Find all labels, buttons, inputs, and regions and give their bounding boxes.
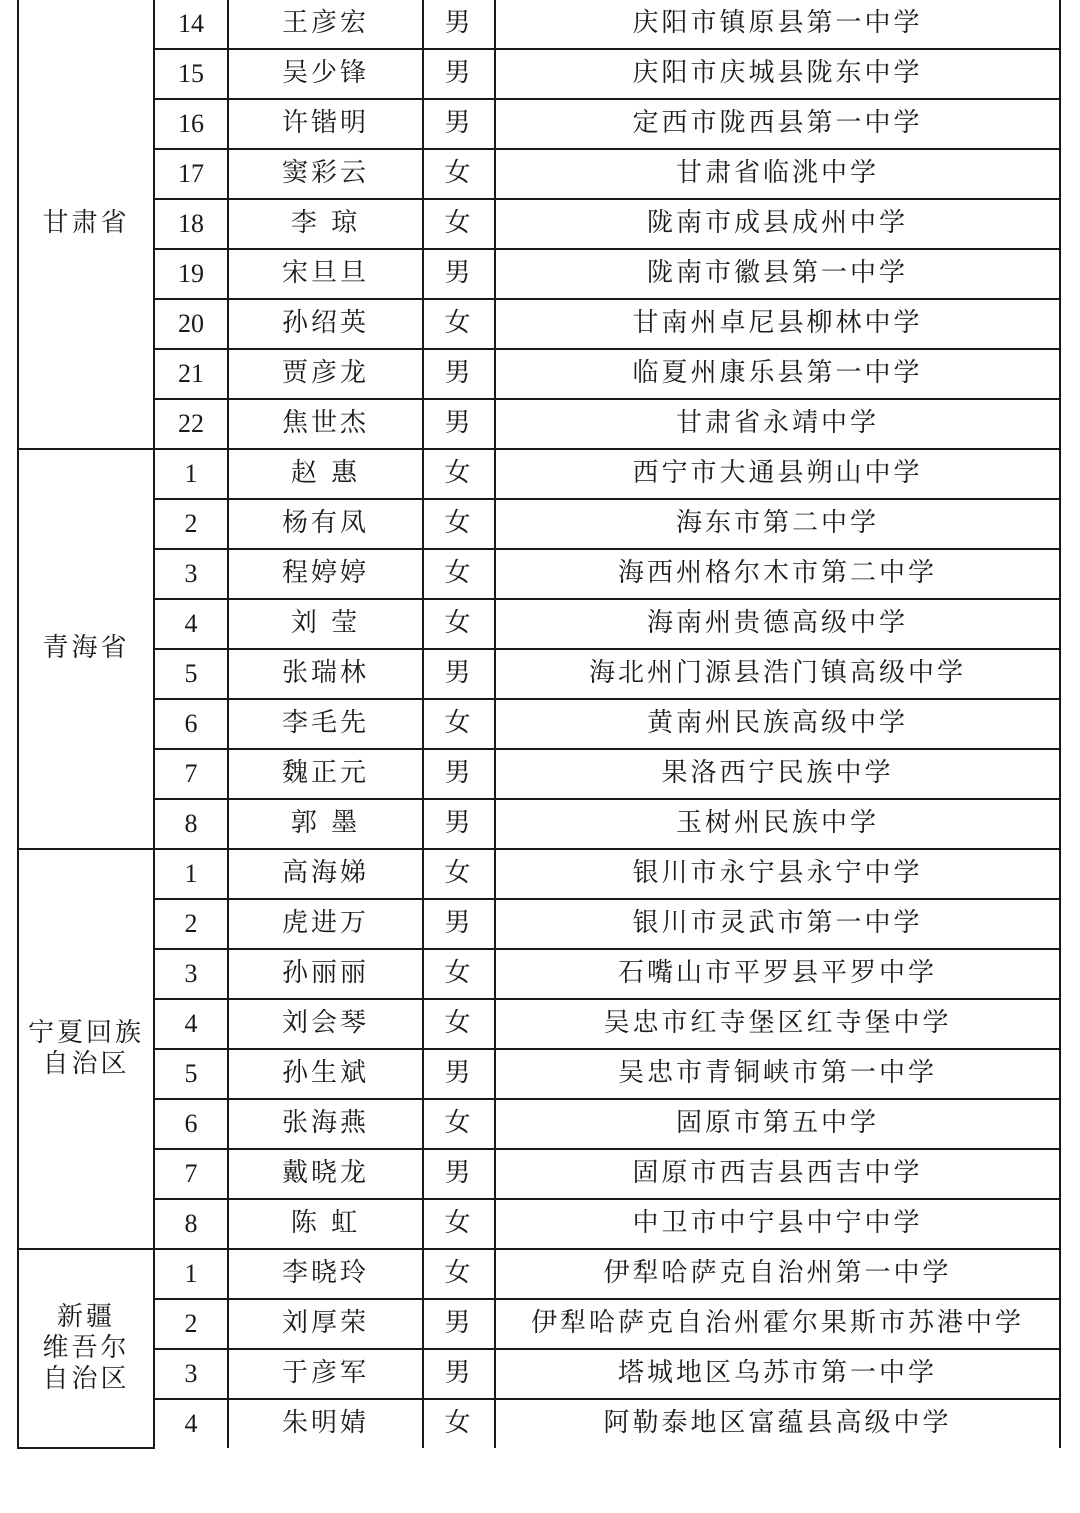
table-row <box>18 649 1060 699</box>
number-cell: 6 <box>154 1099 228 1149</box>
number-cell: 4 <box>154 1399 228 1448</box>
table-row <box>18 799 1060 849</box>
number-cell: 8 <box>154 799 228 849</box>
table-row <box>18 99 1060 149</box>
school-cell: 伊犁哈萨克自治州第一中学 <box>495 1249 1060 1299</box>
province-cell: 青海省 <box>18 449 154 849</box>
table-row <box>18 849 1060 899</box>
school-cell: 塔城地区乌苏市第一中学 <box>495 1349 1060 1399</box>
name-cell: 高海娣 <box>228 849 423 899</box>
sex-cell: 女 <box>423 599 495 649</box>
table-row <box>18 549 1060 599</box>
table-row <box>18 899 1060 949</box>
sex-cell: 男 <box>423 1049 495 1099</box>
school-cell: 石嘴山市平罗县平罗中学 <box>495 949 1060 999</box>
number-cell: 4 <box>154 999 228 1049</box>
number-cell: 21 <box>154 349 228 399</box>
number-cell: 5 <box>154 649 228 699</box>
table-row <box>18 1099 1060 1149</box>
sex-cell: 男 <box>423 349 495 399</box>
number-cell: 18 <box>154 199 228 249</box>
table-row <box>18 699 1060 749</box>
table-row <box>18 999 1060 1049</box>
table-row <box>18 1399 1060 1448</box>
school-cell: 庆阳市镇原县第一中学 <box>495 0 1060 49</box>
school-cell: 海南州贵德高级中学 <box>495 599 1060 649</box>
school-cell: 陇南市成县成州中学 <box>495 199 1060 249</box>
sex-cell: 男 <box>423 1349 495 1399</box>
name-cell: 贾彦龙 <box>228 349 423 399</box>
number-cell: 16 <box>154 99 228 149</box>
name-cell: 虎进万 <box>228 899 423 949</box>
table-row <box>18 249 1060 299</box>
sex-cell: 男 <box>423 0 495 49</box>
school-cell: 吴忠市青铜峡市第一中学 <box>495 1049 1060 1099</box>
sex-cell: 女 <box>423 1249 495 1299</box>
name-cell: 魏正元 <box>228 749 423 799</box>
sex-cell: 男 <box>423 1299 495 1349</box>
name-cell: 窦彩云 <box>228 149 423 199</box>
sex-cell: 男 <box>423 99 495 149</box>
table-row <box>18 1349 1060 1399</box>
sex-cell: 男 <box>423 249 495 299</box>
number-cell: 4 <box>154 599 228 649</box>
name-cell: 焦世杰 <box>228 399 423 449</box>
name-cell: 戴晓龙 <box>228 1149 423 1199</box>
sex-cell: 女 <box>423 999 495 1049</box>
name-cell: 吴少锋 <box>228 49 423 99</box>
name-cell: 许锴明 <box>228 99 423 149</box>
school-cell: 固原市西吉县西吉中学 <box>495 1149 1060 1199</box>
table-row <box>18 1049 1060 1099</box>
sex-cell: 女 <box>423 699 495 749</box>
name-cell: 王彦宏 <box>228 0 423 49</box>
sex-cell: 女 <box>423 499 495 549</box>
school-cell: 中卫市中宁县中宁中学 <box>495 1199 1060 1249</box>
table-row <box>18 299 1060 349</box>
table-row <box>18 599 1060 649</box>
school-cell: 海北州门源县浩门镇高级中学 <box>495 649 1060 699</box>
number-cell: 15 <box>154 49 228 99</box>
name-cell: 赵 惠 <box>228 449 423 499</box>
number-cell: 22 <box>154 399 228 449</box>
sex-cell: 男 <box>423 799 495 849</box>
name-cell: 孙生斌 <box>228 1049 423 1099</box>
number-cell: 3 <box>154 1349 228 1399</box>
number-cell: 17 <box>154 149 228 199</box>
number-cell: 2 <box>154 499 228 549</box>
name-cell: 李晓玲 <box>228 1249 423 1299</box>
name-cell: 郭 墨 <box>228 799 423 849</box>
table-row <box>18 449 1060 499</box>
school-cell: 临夏州康乐县第一中学 <box>495 349 1060 399</box>
name-cell: 程婷婷 <box>228 549 423 599</box>
number-cell: 5 <box>154 1049 228 1099</box>
table-row <box>18 499 1060 549</box>
number-cell: 20 <box>154 299 228 349</box>
number-cell: 19 <box>154 249 228 299</box>
number-cell: 7 <box>154 749 228 799</box>
number-cell: 7 <box>154 1149 228 1199</box>
school-cell: 银川市灵武市第一中学 <box>495 899 1060 949</box>
table-row <box>18 1199 1060 1249</box>
name-cell: 陈 虹 <box>228 1199 423 1249</box>
number-cell: 14 <box>154 0 228 49</box>
sex-cell: 男 <box>423 749 495 799</box>
sex-cell: 女 <box>423 149 495 199</box>
name-cell: 刘会琴 <box>228 999 423 1049</box>
table-row <box>18 949 1060 999</box>
name-cell: 宋旦旦 <box>228 249 423 299</box>
table-row <box>18 1149 1060 1199</box>
school-cell: 定西市陇西县第一中学 <box>495 99 1060 149</box>
sex-cell: 女 <box>423 449 495 499</box>
number-cell: 1 <box>154 1249 228 1299</box>
name-cell: 于彦军 <box>228 1349 423 1399</box>
name-cell: 张海燕 <box>228 1099 423 1149</box>
table-row <box>18 1299 1060 1349</box>
name-cell: 孙丽丽 <box>228 949 423 999</box>
school-cell: 固原市第五中学 <box>495 1099 1060 1149</box>
sex-cell: 男 <box>423 399 495 449</box>
table-row <box>18 199 1060 249</box>
name-cell: 李毛先 <box>228 699 423 749</box>
table-row <box>18 1249 1060 1299</box>
school-cell: 西宁市大通县朔山中学 <box>495 449 1060 499</box>
sex-cell: 女 <box>423 1399 495 1448</box>
school-cell: 伊犁哈萨克自治州霍尔果斯市苏港中学 <box>495 1299 1060 1349</box>
school-cell: 海西州格尔木市第二中学 <box>495 549 1060 599</box>
name-cell: 张瑞林 <box>228 649 423 699</box>
school-cell: 玉树州民族中学 <box>495 799 1060 849</box>
school-cell: 陇南市徽县第一中学 <box>495 249 1060 299</box>
number-cell: 3 <box>154 549 228 599</box>
name-cell: 刘厚荣 <box>228 1299 423 1349</box>
sex-cell: 女 <box>423 849 495 899</box>
sex-cell: 女 <box>423 299 495 349</box>
number-cell: 3 <box>154 949 228 999</box>
school-cell: 果洛西宁民族中学 <box>495 749 1060 799</box>
school-cell: 庆阳市庆城县陇东中学 <box>495 49 1060 99</box>
school-cell: 海东市第二中学 <box>495 499 1060 549</box>
name-cell: 孙绍英 <box>228 299 423 349</box>
province-cell: 新疆 维吾尔 自治区 <box>18 1249 154 1448</box>
school-cell: 甘肃省永靖中学 <box>495 399 1060 449</box>
number-cell: 1 <box>154 849 228 899</box>
name-cell: 朱明婧 <box>228 1399 423 1448</box>
school-cell: 黄南州民族高级中学 <box>495 699 1060 749</box>
school-cell: 甘南州卓尼县柳林中学 <box>495 299 1060 349</box>
sex-cell: 男 <box>423 49 495 99</box>
sex-cell: 女 <box>423 549 495 599</box>
name-cell: 李 琼 <box>228 199 423 249</box>
sex-cell: 女 <box>423 1099 495 1149</box>
sex-cell: 女 <box>423 199 495 249</box>
table-row <box>18 749 1060 799</box>
number-cell: 2 <box>154 1299 228 1349</box>
table-row <box>18 0 1060 49</box>
table-row <box>18 349 1060 399</box>
roster-table <box>17 0 1061 1449</box>
province-cell: 宁夏回族 自治区 <box>18 849 154 1249</box>
school-cell: 银川市永宁县永宁中学 <box>495 849 1060 899</box>
number-cell: 1 <box>154 449 228 499</box>
sex-cell: 女 <box>423 949 495 999</box>
school-cell: 阿勒泰地区富蕴县高级中学 <box>495 1399 1060 1448</box>
name-cell: 刘 莹 <box>228 599 423 649</box>
sex-cell: 男 <box>423 899 495 949</box>
number-cell: 2 <box>154 899 228 949</box>
table-row <box>18 399 1060 449</box>
roster-body <box>18 0 1060 1448</box>
school-cell: 吴忠市红寺堡区红寺堡中学 <box>495 999 1060 1049</box>
number-cell: 8 <box>154 1199 228 1249</box>
province-cell: 甘肃省 <box>18 0 154 449</box>
name-cell: 杨有凤 <box>228 499 423 549</box>
table-row <box>18 49 1060 99</box>
sex-cell: 男 <box>423 649 495 699</box>
number-cell: 6 <box>154 699 228 749</box>
school-cell: 甘肃省临洮中学 <box>495 149 1060 199</box>
sex-cell: 男 <box>423 1149 495 1199</box>
table-row <box>18 149 1060 199</box>
sex-cell: 女 <box>423 1199 495 1249</box>
